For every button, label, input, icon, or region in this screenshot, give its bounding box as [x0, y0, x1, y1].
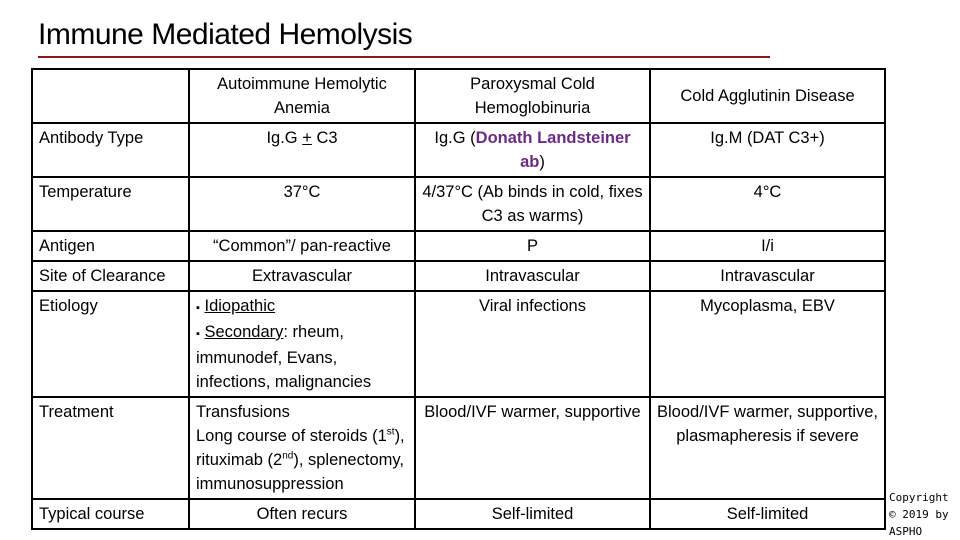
- row-treatment: [32, 397, 885, 499]
- cell-aiha: Often recurs: [189, 499, 415, 529]
- treatment-line: Long course of steroids (1st), rituximab (2nd), splenectomy, immunosuppression: [196, 426, 405, 493]
- cell-pch: Blood/IVF warmer, supportive: [415, 397, 650, 499]
- cell-aiha: “Common”/ pan-reactive: [189, 231, 415, 261]
- etiology-item-secondary: ▪ Secondary: rheum, immunodef, Evans, infections, malignancies: [196, 323, 372, 391]
- cell-cad: Intravascular: [650, 261, 885, 291]
- hemolysis-comparison-table: [31, 68, 886, 530]
- row-typical-course: [32, 499, 885, 529]
- row-label: Antigen: [32, 231, 189, 261]
- cell-cad: Self-limited: [650, 499, 885, 529]
- cell-pch: Ig.G (Donath Landsteiner ab): [415, 123, 650, 177]
- cell-aiha: [189, 291, 415, 397]
- cell-cad: 4°C: [650, 177, 885, 231]
- cell-pch: Self-limited: [415, 499, 650, 529]
- slide-title: Immune Mediated Hemolysis: [38, 18, 413, 51]
- cell-cad: Blood/IVF warmer, supportive, plasmapheresis if severe: [650, 397, 885, 499]
- row-label: Typical course: [32, 499, 189, 529]
- bullet-icon: ▪: [196, 328, 200, 340]
- header-cad: Cold Agglutinin Disease: [650, 69, 885, 123]
- header-empty-cell: [32, 69, 189, 123]
- cell-pch: 4/37°C (Ab binds in cold, fixes C3 as warms): [415, 177, 650, 231]
- cell-cad: Ig.M (DAT C3+): [650, 123, 885, 177]
- row-site-of-clearance: [32, 261, 885, 291]
- cell-aiha: [189, 397, 415, 499]
- row-label: Etiology: [32, 291, 189, 397]
- cell-pch: Intravascular: [415, 261, 650, 291]
- etiology-item-idiopathic: ▪ Idiopathic: [196, 297, 276, 315]
- row-label: Antibody Type: [32, 123, 189, 177]
- row-label: Site of Clearance: [32, 261, 189, 291]
- copyright-notice: Copyright © 2019 by ASPHO: [889, 491, 949, 538]
- bullet-icon: ▪: [196, 302, 200, 314]
- cell-cad: I/i: [650, 231, 885, 261]
- row-label: Temperature: [32, 177, 189, 231]
- row-antigen: [32, 231, 885, 261]
- header-pch: Paroxysmal Cold Hemoglobinuria: [415, 69, 650, 123]
- row-antibody-type: [32, 123, 885, 177]
- donath-landsteiner-highlight: Donath Landsteiner ab: [475, 129, 631, 171]
- cell-aiha: 37°C: [189, 177, 415, 231]
- cell-cad: Mycoplasma, EBV: [650, 291, 885, 397]
- treatment-line: Transfusions: [196, 403, 290, 421]
- row-etiology: [32, 291, 885, 397]
- row-temperature: [32, 177, 885, 231]
- cell-pch: Viral infections: [415, 291, 650, 397]
- row-label: Treatment: [32, 397, 189, 499]
- header-row: [32, 69, 885, 123]
- header-aiha: Autoimmune Hemolytic Anemia: [189, 69, 415, 123]
- cell-aiha: Extravascular: [189, 261, 415, 291]
- title-underline: [38, 56, 770, 58]
- cell-aiha: Ig.G + C3: [189, 123, 415, 177]
- cell-pch: P: [415, 231, 650, 261]
